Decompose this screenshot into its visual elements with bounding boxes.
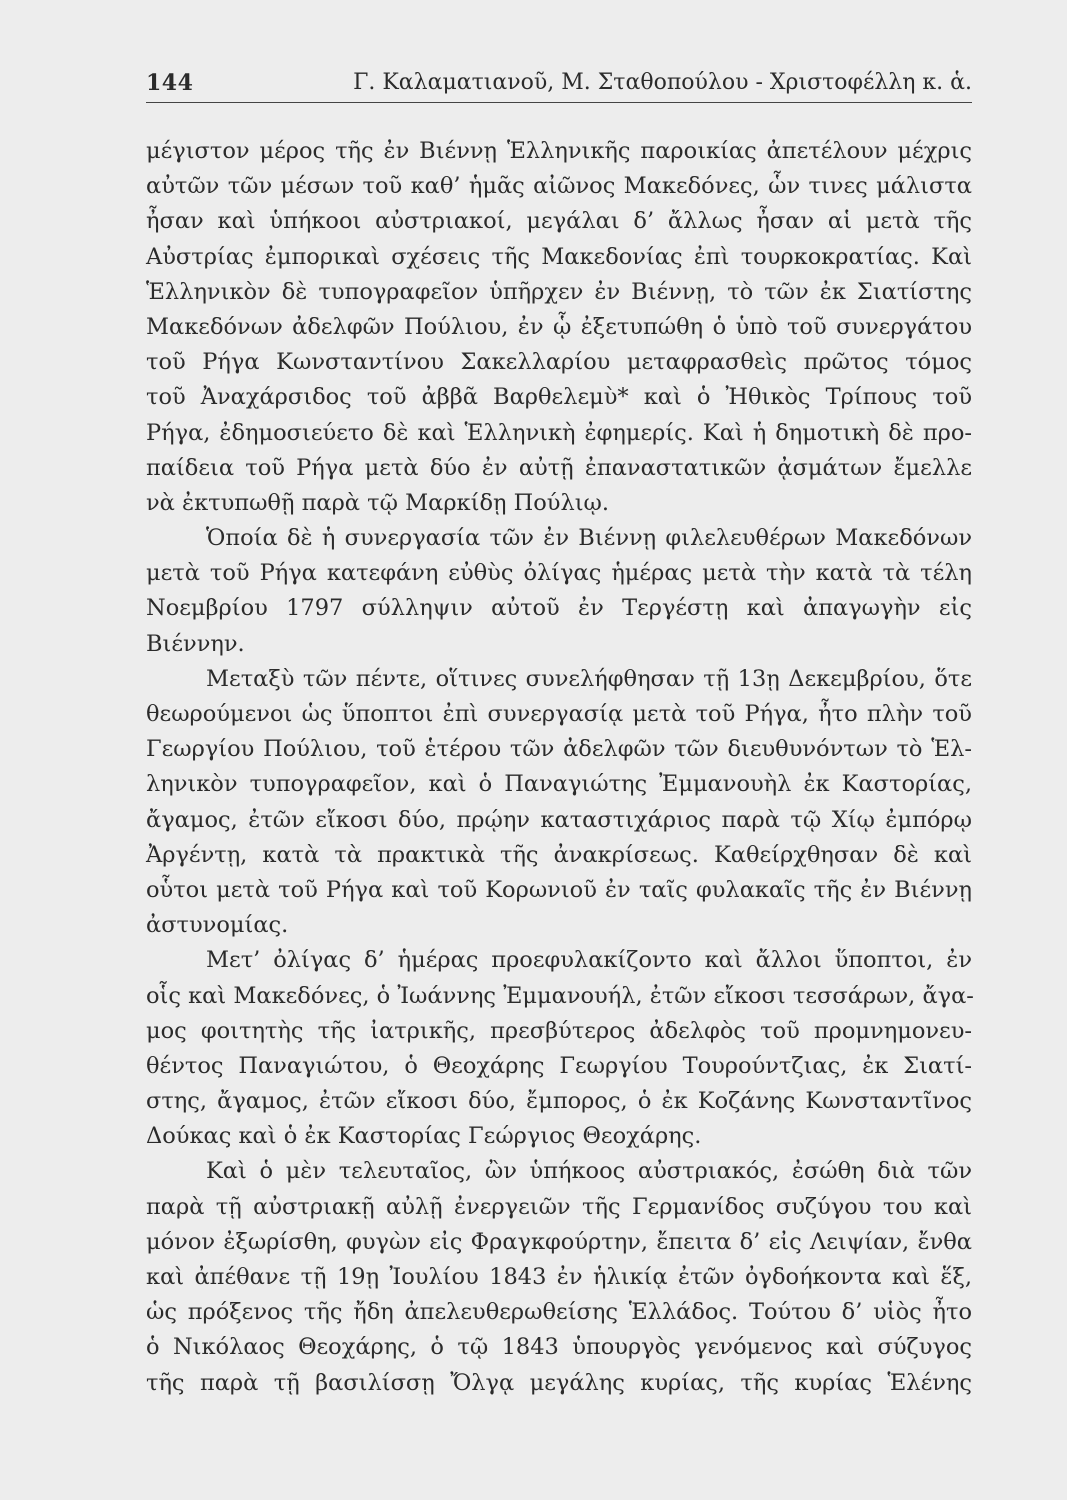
text-line: ἀστυνομίας. <box>146 912 289 939</box>
text-line: οὗτοι μετὰ τοῦ Ρήγα καὶ τοῦ Κορωνιοῦ ἐν ταῖς φυλακαῖς τῆς ἐν Βιέννῃ <box>146 876 972 903</box>
paragraph <box>146 662 972 944</box>
text-line: τῆς παρὰ τῇ βασιλίσσῃ Ὄλγᾳ μεγάλης κυρίας, τῆς κυρίας Ἑλένης <box>146 1369 972 1396</box>
text-line: ληνικὸν τυπογραφεῖον, καὶ ὁ Παναγιώτης Ἐμμανουὴλ ἐκ Καστορίας, <box>146 771 972 798</box>
text-line: Μετ’ ὀλίγας δ’ ἡμέρας προεφυλακίζοντο καὶ ἄλλοι ὕποπτοι, ἐν <box>206 947 972 974</box>
text-line: Δούκας καὶ ὁ ἐκ Καστορίας Γεώργιος Θεοχάρης. <box>146 1123 702 1150</box>
text-line: ἄγαμος, ἐτῶν εἴκοσι δύο, πρῴην καταστιχάριος παρὰ τῷ Χίῳ ἐμπόρῳ <box>146 806 972 833</box>
page-header <box>146 66 972 103</box>
text-line: Ὁποία δὲ ἡ συνεργασία τῶν ἐν Βιέννῃ φιλελευθέρων Μακεδόνων <box>206 525 972 552</box>
text-line: μετὰ τοῦ Ρήγα κατεφάνη εὐθὺς ὀλίγας ἡμέρας μετὰ τὴν κατὰ τὰ τέλη <box>146 560 972 587</box>
text-line: Καὶ ὁ μὲν τελευταῖος, ὢν ὑπήκοος αὐστριακός, ἐσώθη διὰ τῶν <box>206 1158 972 1185</box>
body-text <box>146 134 972 1401</box>
text-line: καὶ ἀπέθανε τῇ 19ῃ Ἰουλίου 1843 ἐν ἡλικίᾳ ἐτῶν ὀγδοήκοντα καὶ ἕξ, <box>146 1264 972 1290</box>
text-line: Μακεδόνων ἀδελφῶν Πούλιου, ἐν ᾧ ἐξετυπώθη ὁ ὑπὸ τοῦ συνεργάτου <box>146 313 972 340</box>
text-line: ἦσαν καὶ ὑπήκοοι αὐστριακοί, μεγάλαι δ’ ἄλλως ἦσαν αἱ μετὰ τῆς <box>146 208 972 235</box>
paragraph <box>146 943 972 1154</box>
text-line: Ρήγα, ἐδημοσιεύετο δὲ καὶ Ἑλληνικὴ ἐφημερίς. Καὶ ἡ δημοτικὴ δὲ προ- <box>146 419 972 446</box>
text-line: παρὰ τῇ αὐστριακῇ αὐλῇ ἐνεργειῶν τῆς Γερμανίδος συζύγου του καὶ <box>146 1193 972 1220</box>
text-line: Νοεμβρίου 1797 σύλληψιν αὐτοῦ ἐν Τεργέστῃ καὶ ἀπαγωγὴν εἰς <box>146 595 972 622</box>
text-line: Μεταξὺ τῶν πέντε, οἵτινες συνελήφθησαν τῇ 13ῃ Δεκεμβρίου, ὅτε <box>206 665 972 692</box>
text-line: μέγιστον μέρος τῆς ἐν Βιέννῃ Ἑλληνικῆς παροικίας ἀπετέλουν μέχρις <box>146 138 972 164</box>
text-line: Βιέννην. <box>146 630 245 657</box>
text-line: θεωρούμενοι ὡς ὕποπτοι ἐπὶ συνεργασίᾳ μετὰ τοῦ Ρήγα, ἦτο πλὴν τοῦ <box>146 701 972 727</box>
text-line: Αὐστρίας ἐμπορικαὶ σχέσεις τῆς Μακεδονίας ἐπὶ τουρκοκρατίας. Καὶ <box>146 243 972 270</box>
text-line: οἷς καὶ Μακεδόνες, ὁ Ἰωάννης Ἐμμανουήλ, ἐτῶν εἴκοσι τεσσάρων, ἄγα- <box>146 982 974 1009</box>
text-line: Γεωργίου Πούλιου, τοῦ ἑτέρου τῶν ἀδελφῶν τῶν διευθυνόντων τὸ Ἑλ- <box>146 736 972 763</box>
text-line: μος φοιτητὴς τῆς ἰατρικῆς, πρεσβύτερος ἀδελφὸς τοῦ προμνημονευ- <box>146 1017 972 1044</box>
page-number: 144 <box>146 70 194 96</box>
text-line: Ἀργέντῃ, κατὰ τὰ πρακτικὰ τῆς ἀνακρίσεως. Καθείρχθησαν δὲ καὶ <box>146 841 972 868</box>
text-line: τοῦ Ἀναχάρσιδος τοῦ ἀββᾶ Βαρθελεμὺ* καὶ ὁ Ἠθικὸς Τρίπους τοῦ <box>146 384 972 411</box>
text-line: ὡς πρόξενος τῆς ἤδη ἀπελευθερωθείσης Ἑλλάδος. Τούτου δ’ υἱὸς ἦτο <box>146 1299 972 1326</box>
text-line: μόνον ἐξωρίσθη, φυγὼν εἰς Φραγκφούρτην, ἔπειτα δ’ εἰς Λειψίαν, ἔνθα <box>146 1228 972 1255</box>
text-line: τοῦ Ρήγα Κωνσταντίνου Σακελλαρίου μεταφρασθεὶς πρῶτος τόμος <box>146 349 972 376</box>
text-line: νὰ ἐκτυπωθῇ παρὰ τῷ Μαρκίδῃ Πούλιῳ. <box>146 489 610 516</box>
text-line: ὁ Νικόλαος Θεοχάρης, ὁ τῷ 1843 ὑπουργὸς γενόμενος καὶ σύζυγος <box>146 1334 972 1361</box>
text-line: παίδεια τοῦ Ρήγα μετὰ δύο ἐν αὐτῇ ἐπαναστατικῶν ᾀσμάτων ἔμελλε <box>146 454 972 481</box>
text-line: Ἑλληνικὸν δὲ τυπογραφεῖον ὑπῆρχεν ἐν Βιέννῃ, τὸ τῶν ἐκ Σιατίστης <box>146 278 972 305</box>
paragraph <box>146 521 972 662</box>
paragraph <box>146 134 972 521</box>
text-line: αὐτῶν τῶν μέσων τοῦ καθ’ ἡμᾶς αἰῶνος Μακεδόνες, ὧν τινες μάλιστα <box>146 173 972 200</box>
paragraph <box>146 1154 972 1400</box>
text-line: στης, ἄγαμος, ἐτῶν εἴκοσι δύο, ἔμπορος, ὁ ἐκ Κοζάνης Κωνσταντῖνος <box>146 1088 972 1115</box>
running-head: Γ. Καλαματιανοῦ, Μ. Σταθοπούλου - Χριστοφέλλη κ. ἁ. <box>353 70 972 95</box>
text-line: θέντος Παναγιώτου, ὁ Θεοχάρης Γεωργίου Τουρούντζιας, ἐκ Σιατί- <box>146 1052 972 1079</box>
